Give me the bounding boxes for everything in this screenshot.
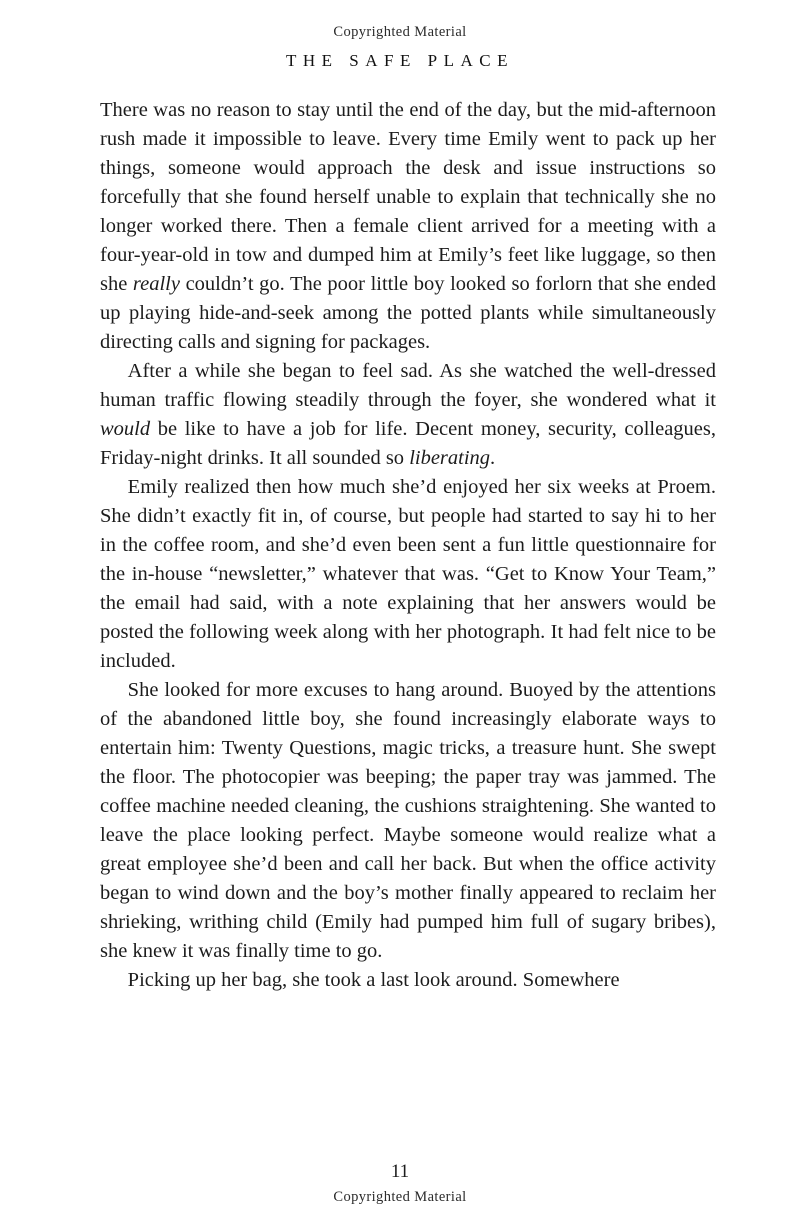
italic-text: liberating <box>409 447 491 469</box>
paragraph <box>100 473 716 676</box>
body-text <box>100 96 716 995</box>
text-run: Picking up her bag, she took a last look around. Somewhere <box>127 969 620 991</box>
page-number: 11 <box>390 1161 410 1182</box>
text-run: After a while she began to feel sad. As she watched the well-dressed human traffic flowing steadily through the foyer, she wondered what it <box>100 360 716 411</box>
italic-text: really <box>132 273 180 295</box>
text-run: She looked for more excuses to hang around. Buoyed by the attentions of the abandoned little boy, she found increasingly elaborate ways to entertain him: Twenty Questions, magic tricks, a treasure hunt. She swept the floor. The photocopier was beeping; the paper tray was jammed. The coffee machine needed cleaning, the cushions straightening. She wanted to leave the place looking perfect. Maybe someone would realize what a great employee she’d been and call her back. But when the office activity began to wind down and the boy’s mother finally appeared to reclaim her shrieking, writhing child (Emily had pumped him full of sugary bribes), she knew it was finally time to go. <box>100 679 716 962</box>
text-run: be like to have a job for life. Decent money, security, colleagues, Friday-night drinks. It all sounded so <box>100 418 716 469</box>
copyright-notice-bottom: Copyrighted Material <box>333 1189 467 1205</box>
text-run: couldn’t go. The poor little boy looked so forlorn that she ended up playing hide-and-seek among the potted plants while simultaneously directing calls and signing for packages. <box>100 273 717 353</box>
paragraph <box>100 966 716 995</box>
book-title: THE SAFE PLACE <box>286 51 514 70</box>
text-run: There was no reason to stay until the end of the day, but the mid-afternoon rush made it impossible to leave. Every time Emily went to pack up her things, someone would approach the desk and issue instructions so forcefully that she found herself unable to explain that technically she no longer worked there. Then a female client arrived for a meeting with a four-year-old in tow and dumped him at Emily’s feet like luggage, so then she <box>100 99 716 295</box>
page-footer <box>0 1161 800 1206</box>
paragraph <box>100 676 716 966</box>
paragraph <box>100 357 716 473</box>
copyright-notice-top: Copyrighted Material <box>333 24 467 40</box>
italic-text: would <box>100 418 151 440</box>
paragraph <box>100 96 716 357</box>
text-run: . <box>490 447 496 469</box>
text-run: Emily realized then how much she’d enjoyed her six weeks at Proem. She didn’t exactly fit in, of course, but people had started to say hi to her in the coffee room, and she’d even been sent a fun little questionnaire for the in-house “newsletter,” whatever that was. “Get to Know Your Team,” the email had said, with a note explaining that her answers would be posted the following week along with her photograph. It had felt nice to be included. <box>100 476 716 672</box>
